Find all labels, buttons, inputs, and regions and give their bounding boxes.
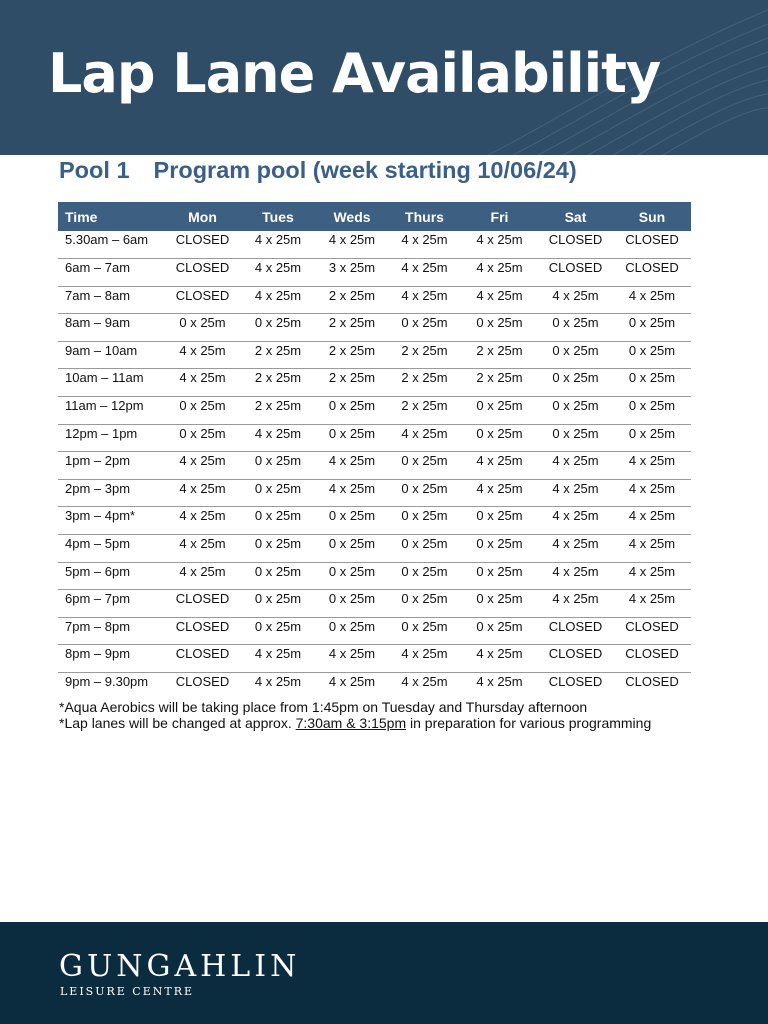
lane-availability-cell: 0 x 25m (240, 617, 316, 645)
lane-availability-cell: 0 x 25m (388, 452, 461, 480)
lane-availability-cell: 0 x 25m (316, 535, 388, 563)
lane-availability-cell: CLOSED (613, 617, 691, 645)
lane-availability-cell: 4 x 25m (328, 674, 376, 689)
time-slot-cell: 7am – 8am (58, 286, 165, 314)
brand-logo-subtitle: LEISURE CENTRE (60, 985, 195, 998)
table-row (58, 259, 691, 287)
lane-availability-cell: CLOSED (165, 590, 240, 618)
column-header: Tues (240, 202, 316, 231)
lane-availability-cell: 4 x 25m (401, 674, 448, 689)
lane-availability-cell: 0 x 25m (316, 590, 388, 618)
lane-availability-cell: 4 x 25m (461, 286, 538, 314)
lane-availability-cell: CLOSED (165, 645, 240, 673)
lane-availability-cell: 0 x 25m (388, 479, 461, 507)
lane-availability-cell: 0 x 25m (240, 590, 316, 618)
lane-availability-cell: 4 x 25m (165, 479, 240, 507)
lane-availability-cell: 0 x 25m (538, 341, 613, 369)
lane-availability-cell: 4 x 25m (388, 259, 461, 287)
table-row (58, 645, 691, 673)
lane-availability-cell: 4 x 25m (538, 562, 613, 590)
column-header: Mon (165, 202, 240, 231)
time-slot-cell: 10am – 11am (58, 369, 165, 397)
footnote-lane-changes (59, 715, 651, 731)
table-row (58, 479, 691, 507)
lane-availability-cell: 2 x 25m (240, 397, 316, 425)
lane-availability-cell: 4 x 25m (613, 535, 691, 563)
time-slot-cell: 1pm – 2pm (58, 452, 165, 480)
lane-availability-cell: 0 x 25m (613, 424, 691, 452)
table-row (58, 507, 691, 535)
footnote-aqua-aerobics: *Aqua Aerobics will be taking place from 1:45pm on Tuesday and Thursday afternoon (59, 699, 588, 715)
table-row (58, 452, 691, 480)
lane-availability-cell: CLOSED (538, 617, 613, 645)
lane-availability-cell: 0 x 25m (316, 617, 388, 645)
lane-availability-cell: 0 x 25m (240, 507, 316, 535)
pool-name: Pool 1 (59, 157, 130, 183)
page-title: Lap Lane Availability (48, 42, 661, 105)
time-slot-cell: 2pm – 3pm (58, 479, 165, 507)
lane-availability-cell: 2 x 25m (316, 286, 388, 314)
column-header: Fri (461, 202, 538, 231)
column-header: Weds (316, 202, 388, 231)
lane-availability-cell: 0 x 25m (461, 590, 538, 618)
lane-availability-cell: 0 x 25m (165, 397, 240, 425)
lane-availability-cell: 4 x 25m (461, 479, 538, 507)
lane-availability-cell: 0 x 25m (240, 479, 316, 507)
lane-availability-cell: 4 x 25m (254, 674, 302, 689)
lane-availability-cell: CLOSED (165, 286, 240, 314)
lane-availability-cell: 4 x 25m (538, 286, 613, 314)
footnote-text: in preparation for various programming (410, 715, 652, 731)
lane-availability-cell: 0 x 25m (240, 562, 316, 590)
lane-availability-cell: 0 x 25m (461, 397, 538, 425)
table-row (58, 369, 691, 397)
lane-availability-cell: 4 x 25m (461, 452, 538, 480)
lane-availability-cell: 4 x 25m (538, 507, 613, 535)
table-row (58, 397, 691, 425)
lane-availability-cell: 0 x 25m (538, 424, 613, 452)
lane-availability-cell: 2 x 25m (240, 341, 316, 369)
lane-availability-cell: 2 x 25m (316, 341, 388, 369)
column-header: Time (58, 202, 165, 231)
lane-availability-cell: CLOSED (613, 645, 691, 673)
lane-availability-cell: 0 x 25m (388, 562, 461, 590)
column-header: Sat (538, 202, 613, 231)
time-slot-cell: 5pm – 6pm (58, 562, 165, 590)
lane-availability-cell: 4 x 25m (316, 452, 388, 480)
lane-availability-cell: 4 x 25m (538, 479, 613, 507)
table-header-row (58, 202, 691, 231)
lane-availability-cell: 3 x 25m (316, 259, 388, 287)
lane-availability-cell: 0 x 25m (613, 314, 691, 342)
lane-availability-cell: 4 x 25m (388, 424, 461, 452)
pool-subtitle: Program pool (week starting 10/06/24) (153, 157, 577, 183)
lane-availability-cell: 0 x 25m (538, 369, 613, 397)
column-header: Sun (613, 202, 691, 231)
lane-availability-cell: 0 x 25m (316, 562, 388, 590)
table-row (58, 562, 691, 590)
table-row (58, 286, 691, 314)
lane-availability-cell: 2 x 25m (388, 341, 461, 369)
lane-availability-cell: 0 x 25m (613, 369, 691, 397)
lane-availability-cell: 4 x 25m (613, 562, 691, 590)
table-row (58, 673, 691, 701)
lane-availability-cell: 4 x 25m (388, 645, 461, 673)
lane-availability-cell: 2 x 25m (388, 397, 461, 425)
table-row (58, 424, 691, 452)
lane-availability-cell: 4 x 25m (240, 259, 316, 287)
lane-availability-cell: 4 x 25m (613, 590, 691, 618)
time-slot-cell: 12pm – 1pm (58, 424, 165, 452)
lane-availability-cell: 4 x 25m (165, 341, 240, 369)
lane-availability-cell: 4 x 25m (240, 231, 316, 259)
lane-availability-cell: 4 x 25m (538, 535, 613, 563)
lane-availability-cell: 4 x 25m (316, 645, 388, 673)
lane-availability-cell: 0 x 25m (316, 507, 388, 535)
lane-availability-cell: 0 x 25m (240, 535, 316, 563)
lane-availability-cell: 0 x 25m (613, 397, 691, 425)
lane-availability-cell: 4 x 25m (613, 507, 691, 535)
lane-availability-cell: 4 x 25m (316, 479, 388, 507)
lane-availability-cell: 0 x 25m (461, 617, 538, 645)
lane-availability-cell: 4 x 25m (165, 535, 240, 563)
lane-availability-cell: 4 x 25m (165, 452, 240, 480)
lane-availability-cell: 4 x 25m (240, 286, 316, 314)
time-slot-cell: 3pm – 4pm* (58, 507, 165, 535)
time-slot-cell: 6am – 7am (58, 259, 165, 287)
header-banner (0, 0, 768, 155)
lane-availability-cell: CLOSED (165, 259, 240, 287)
time-slot-cell: 8am – 9am (58, 314, 165, 342)
lane-availability-cell: CLOSED (165, 231, 240, 259)
lane-availability-cell: 0 x 25m (388, 617, 461, 645)
lane-availability-cell: 0 x 25m (165, 424, 240, 452)
time-slot-cell: 9am – 10am (58, 341, 165, 369)
pool-heading (59, 157, 577, 184)
table-row (58, 617, 691, 645)
lane-availability-cell: 4 x 25m (613, 452, 691, 480)
time-slot-cell: 11am – 12pm (58, 397, 165, 425)
lane-availability-cell: 0 x 25m (388, 314, 461, 342)
table-row (58, 314, 691, 342)
table-row (58, 231, 691, 259)
lane-availability-cell: 4 x 25m (538, 452, 613, 480)
lane-availability-cell: 0 x 25m (538, 397, 613, 425)
lane-availability-cell: 0 x 25m (165, 314, 240, 342)
lane-availability-cell: 0 x 25m (240, 452, 316, 480)
lane-availability-cell: 4 x 25m (461, 645, 538, 673)
lane-availability-cell: CLOSED (538, 231, 613, 259)
lane-availability-cell: 0 x 25m (240, 314, 316, 342)
lane-availability-cell: 4 x 25m (388, 286, 461, 314)
lane-availability-cell: 4 x 25m (476, 674, 523, 689)
lane-availability-cell: 4 x 25m (538, 590, 613, 618)
lane-availability-cell: 0 x 25m (461, 535, 538, 563)
lane-availability-cell: 4 x 25m (461, 231, 538, 259)
table-body (58, 231, 691, 700)
footnote-text: *Lap lanes will be changed at approx. (59, 715, 292, 731)
lane-availability-cell: 0 x 25m (461, 424, 538, 452)
lane-availability-cell: 4 x 25m (613, 479, 691, 507)
lane-availability-cell: 0 x 25m (461, 314, 538, 342)
lane-availability-cell: 4 x 25m (165, 562, 240, 590)
time-slot-cell: 4pm – 5pm (58, 535, 165, 563)
lane-availability-cell: CLOSED (548, 674, 603, 689)
lane-availability-cell: CLOSED (613, 231, 691, 259)
lane-availability-cell: CLOSED (613, 259, 691, 287)
time-slot-cell: 5.30am – 6am (58, 231, 165, 259)
lane-availability-cell: 0 x 25m (316, 397, 388, 425)
lane-availability-cell: 4 x 25m (461, 259, 538, 287)
lane-availability-cell: 0 x 25m (538, 314, 613, 342)
time-slot-cell: 7pm – 8pm (58, 617, 165, 645)
lane-availability-cell: 0 x 25m (388, 507, 461, 535)
lane-availability-cell: 2 x 25m (240, 369, 316, 397)
table-row (58, 341, 691, 369)
lane-availability-cell: 0 x 25m (388, 590, 461, 618)
lane-availability-cell: CLOSED (625, 674, 679, 689)
lap-lane-table (58, 202, 691, 700)
lane-availability-cell: 2 x 25m (461, 369, 538, 397)
brand-logo-name: GUNGAHLIN (59, 949, 301, 984)
lane-availability-cell: 4 x 25m (240, 645, 316, 673)
lane-availability-cell: 4 x 25m (388, 231, 461, 259)
time-slot-cell: 6pm – 7pm (58, 590, 165, 618)
time-slot-cell: 8pm – 9pm (58, 645, 165, 673)
time-slot-cell: 9pm – 9.30pm (65, 674, 149, 689)
lane-availability-cell: 4 x 25m (613, 286, 691, 314)
lane-availability-cell: 4 x 25m (316, 231, 388, 259)
lane-availability-cell: CLOSED (538, 645, 613, 673)
lane-availability-cell: CLOSED (165, 617, 240, 645)
table-row (58, 535, 691, 563)
lane-availability-cell: 0 x 25m (388, 535, 461, 563)
column-header: Thurs (388, 202, 461, 231)
lane-availability-cell: 2 x 25m (461, 341, 538, 369)
lane-availability-cell: 0 x 25m (461, 507, 538, 535)
footnote-times: 7:30am & 3:15pm (295, 715, 407, 731)
lane-availability-cell: 2 x 25m (316, 314, 388, 342)
lane-availability-cell: 0 x 25m (316, 424, 388, 452)
lane-availability-cell: 4 x 25m (240, 424, 316, 452)
lane-availability-cell: CLOSED (175, 674, 230, 689)
footnotes (59, 699, 651, 731)
lane-availability-cell: 0 x 25m (461, 562, 538, 590)
table-row (58, 590, 691, 618)
lane-availability-cell: 4 x 25m (165, 369, 240, 397)
lane-availability-cell: 0 x 25m (613, 341, 691, 369)
lane-availability-cell: CLOSED (538, 259, 613, 287)
lane-availability-cell: 2 x 25m (316, 369, 388, 397)
footer-banner (0, 922, 768, 1024)
lane-availability-cell: 4 x 25m (165, 507, 240, 535)
lane-availability-cell: 2 x 25m (388, 369, 461, 397)
